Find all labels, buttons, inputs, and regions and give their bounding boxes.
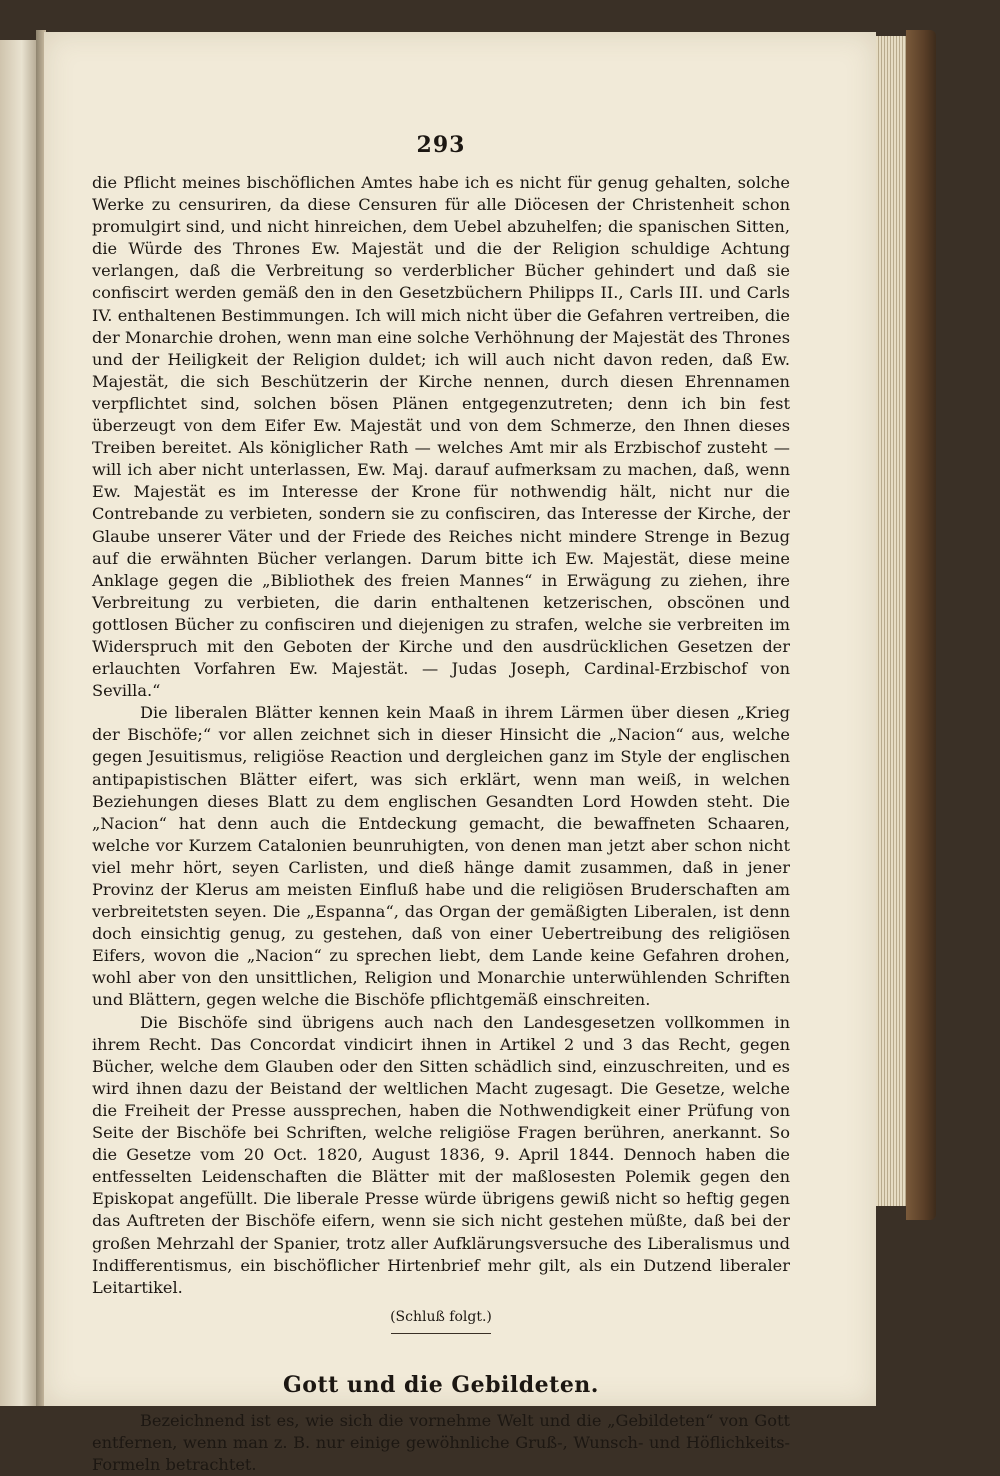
left-page-edge: [0, 40, 38, 1406]
page-content: [92, 132, 790, 1476]
paragraph-liberal-papers: Die liberalen Blätter kennen kein Maaß in ihrem Lärmen über diesen „Krieg der Bischöfe;“ vor allen zeichnet sich in dieser Hinsicht die „Nacion“ aus, welche gegen Jesuitismus, religiöse Reaction und dergleichen ganz im Style der englischen antipapistischen Blätter eifert, was sich erklärt, wenn man weiß, in welchen Beziehungen dieses Blatt zu dem englischen Gesandten Lord Howden steht. Die „Nacion“ hat denn auch die Entdeckung gemacht, die bewaffneten Schaaren, welche vor Kurzem Catalonien beunruhigten, von denen man jetzt aber schon nicht viel mehr hört, seyen Carlisten, und dieß hänge damit zusammen, daß in jener Provinz der Klerus am meisten Einfluß habe und die religiösen Bruderschaften am verbreitetsten seyen. Die „Espanna“, das Organ der gemäßigten Liberalen, ist denn doch einsichtig genug, zu gestehen, daß von einer Uebertreibung des religiösen Eifers, wovon die „Nacion“ zu sprechen liebt, dem Lande keine Gefahren drohen, wohl aber von den unsittlichen, Religion und Monarchie unterwühlenden Schriften und Blättern, gegen welche die Bischöfe pflichtgemäß einschreiten.: [92, 703, 790, 1010]
continuation-note: (Schluß folgt.): [390, 1308, 492, 1325]
paragraph-bishops-rights: Die Bischöfe sind übrigens auch nach den Landesgesetzen vollkommen in ihrem Recht. Das Concordat vindicirt ihnen in Artikel 2 und 3 das Recht, gegen Bücher, welche dem Glauben oder den Sitten schädlich sind, einzuschreiten, und es wird ihnen dazu der Beistand der weltlichen Macht zugesagt. Die Gesetze, welche die Freiheit der Presse aussprechen, haben die Nothwendigkeit einer Prüfung von Seite der Bischöfe bei Schriften, welche religiöse Fragen berühren, anerkannt. So die Gesetze vom 20 Oct. 1820, August 1836, 9. April 1844. Dennoch haben die entfesselten Leidenschaften die Blätter mit der maßlosesten Polemik gegen den Episkopat angefüllt. Die liberale Presse würde übrigens gewiß nicht so heftig gegen das Auftreten der Bischöfe eifern, wenn sie sich nicht gestehen müßte, daß bei der großen Mehrzahl der Spanier, trotz aller Aufklärungsversuche des Liberalismus und Indifferentismus, ein bischöflicher Hirtenbrief mehr gilt, als ein Dutzend liberaler Leitartikel.: [92, 1012, 790, 1297]
paragraph-letter-continuation: die Pflicht meines bischöflichen Amtes habe ich es nicht für genug gehalten, solche Werke zu censuriren, da diese Censuren für alle Diöcesen der Christenheit schon promulgirt sind, und nicht hinreichen, dem Uebel abzuhelfen; die spanischen Sitten, die Würde des Thrones Ew. Majestät und die der Religion schuldige Achtung verlangen, daß die Verbreitung so verderblicher Bücher gehindert und daß sie confiscirt werden gemäß den in den Gesetzbüchern Philipps II., Carls III. und Carls IV. enthaltenen Bestimmungen. Ich will mich nicht über die Gefahren vertreiben, die der Monarchie drohen, wenn man eine solche Verhöhnung der Majestät des Thrones und der Heiligkeit der Religion duldet; ich will auch nicht davon reden, daß Ew. Majestät, die sich Beschützerin der Kirche nennen, durch diesen Ehrennamen verpflichtet sind, solchen bösen Plänen entgegenzutreten; denn ich bin fest überzeugt von dem Eifer Ew. Majestät und von dem Schmerze, den Ihnen dieses Treiben bereitet. Als königlicher Rath — welches Amt mir als Erzbischof zusteht — will ich aber nicht unterlassen, Ew. Maj. darauf aufmerksam zu machen, daß, wenn Ew. Majestät es im Interesse der Krone für nothwendig hält, nicht nur die Contrebande zu verbieten, sondern sie zu confisciren, das Interesse der Kirche, der Glaube unserer Väter und der Friede des Reiches nicht mindere Strenge in Bezug auf die erwähnten Bücher verlangen. Darum bitte ich Ew. Majestät, diese meine Anklage gegen die „Bibliothek des freien Mannes“ in Erwägung zu ziehen, ihre Verbreitung zu verbieten, die darin enthaltenen ketzerischen, obscönen und gottlosen Bücher zu confisciren und diejenigen zu strafen, welche sie verbreiten im Widerspruch mit den Geboten der Kirche und den ausdrücklichen Gesetzen der erlauchten Vorfahren Ew. Majestät. — Judas Joseph, Cardinal-Erzbischof von Sevilla.“: [92, 173, 790, 701]
paragraph-section-intro: Bezeichnend ist es, wie sich die vornehme Welt und die „Gebildeten“ von Gott entfernen, wenn man z. B. nur einige gewöhnliche Gruß-, Wunsch- und Höflichkeits-Formeln betrachtet.: [92, 1410, 790, 1474]
page-stack-edge: [876, 36, 908, 1206]
book-cover-edge: [906, 30, 936, 1220]
page-number: 293: [416, 132, 466, 158]
section-divider: [391, 1333, 491, 1334]
section-heading: Gott und die Gebildeten.: [283, 1371, 599, 1398]
